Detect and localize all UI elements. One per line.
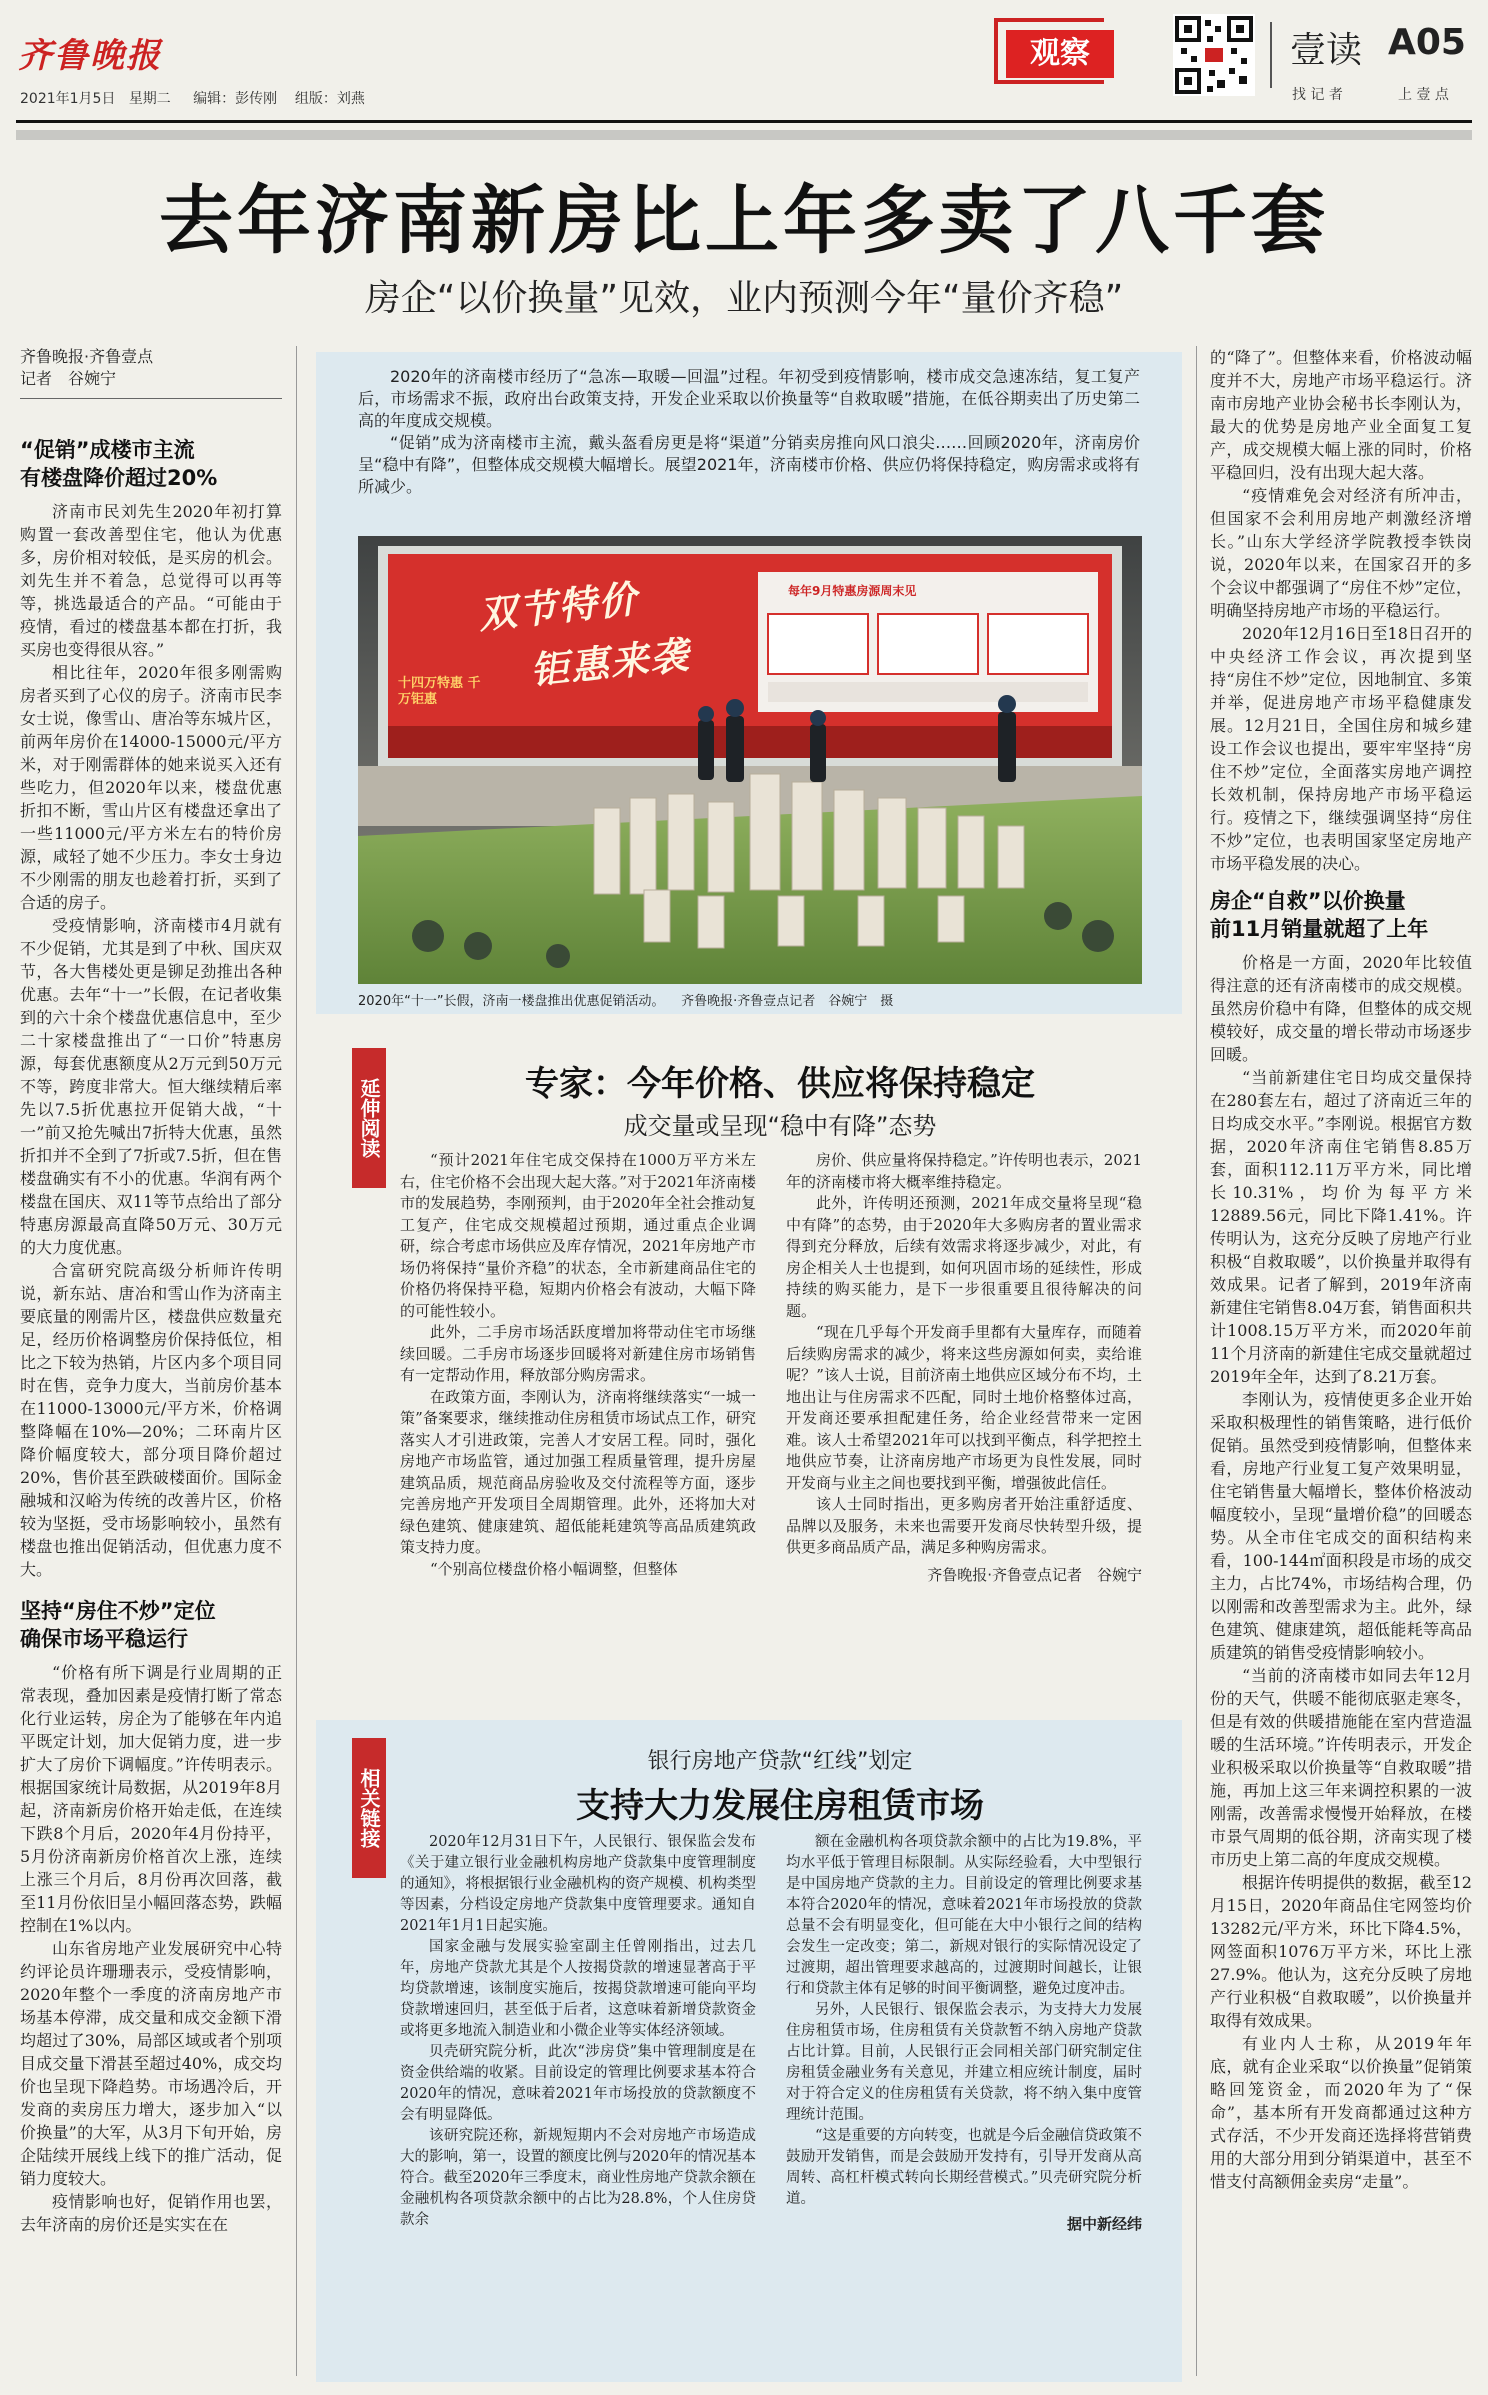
issue-designer: 组版：刘燕: [294, 91, 365, 107]
article-body: [1210, 346, 1472, 875]
section-heading-policy: [20, 1597, 282, 1653]
extended-column-a: [400, 1150, 756, 1580]
related-kicker: 银行房地产贷款“红线”划定: [647, 1749, 913, 1774]
related-column-a: [400, 1832, 756, 2231]
issue-weekday: 星期二: [128, 91, 171, 107]
paragraph: 额在金融机构各项贷款余额中的占比为19.8%，平均水平低于管理目标限制。从实际经验看，大中型银行是中国房地产贷款的主力。目前设定的管理比例要求基本符合2020年的情况，意味着2021年市场投放的贷款总量不会有明显变化，但可能在大中小银行之间的结构会发生一定改变；第二，新规对银行的实际情况设定了过渡期，超出管理要求越高的，过渡期时间越长，让银行和贷款主体有足够的时间平衡调整，避免过度冲击。: [786, 1834, 1142, 1997]
related-headline: 支持大力发展住房租赁市场: [576, 1786, 984, 1826]
billboard-title-2: 钜惠来袭: [528, 631, 693, 694]
masthead: [0, 0, 1488, 140]
related-column-b: [786, 1832, 1142, 2235]
paragraph: “现在几乎每个开发商手里都有大量库存，而随着后续购房需求的减少，将来这些房源如何卖，卖给谁呢？”该人士说，目前济南土地供应区域分布不均，土地出让与住房需求不匹配，同时土地价格整体过高，开发商还要承担配建任务，给企业经营带来一定困难。该人士希望2021年可以找到平衡点，科学把控土地供应节奏，让济南房地产市场更为良性发展，同时开发商与业主之间也要找到平衡，增强彼此信任。: [786, 1323, 1142, 1492]
paragraph: 此外，许传明还预测，2021年成交量将呈现“稳中有降”的态势，由于2020年大多购房者的置业需求得到充分释放，后续有效需求将逐步减少，对此，有房企相关人士也提到，如何巩固市场的延续性，形成持续的购买能力，是下一步很重要且很待解决的问题。: [786, 1194, 1142, 1320]
lead-paragraph: 2020年的济南楼市经历了“急冻—取暖—回温”过程。年初受到疫情影响，楼市成交急速冻结，复工复产后，市场需求不振，政府出台政策支持，开发企业采取以价换量等“自救取暖”措施，在低谷期卖出了历史第二高的年度成交规模。: [358, 367, 1140, 430]
masthead-rule: [16, 120, 1472, 123]
paragraph: 另外，人民银行、银保监会表示，为支持大力发展住房租赁市场，住房租赁有关贷款暂不纳入房地产贷款占比计算。目前，人民银行正会同相关部门研究制定住房租赁金融业务有关意见，并建立相应统计制度，届时对于符合定义的住房租赁有关贷款，将不纳入集中度管理统计范围。: [786, 2002, 1142, 2123]
paragraph: 有业内人士称，从2019年年底，就有企业采取“以价换量”促销策略回笼资金，而2020年为了“保命”，基本所有开发商都通过这种方式存活，不少开发商还选择将营销费用的大部分用到分销渠道中，甚至不惜支付高额佣金卖房“走量”。: [1210, 2034, 1472, 2191]
billboard-banner: 十四万特惠 千万钜惠: [398, 676, 481, 707]
extended-subheadline: 成交量或呈现“稳中有降”态势: [623, 1112, 937, 1140]
article-body: [20, 1661, 282, 2236]
article-body: [20, 500, 282, 1581]
billboard-top-text: 每年9月特惠房源周末见: [788, 584, 917, 598]
paragraph: 受疫情影响，济南楼市4月就有不少促销，尤其是到了中秋、国庆双节，各大售楼处更是铆足劲推出各种优惠。去年“十一”长假，在记者收集到的六十余个楼盘优惠信息中，至少二十家楼盘推出了“一口价”特惠房源，每套优惠额度从2万元到50万元不等，跨度非常大。恒大继续精后率先以7.5折优惠拉开促销大战，“十一”前又抢先喊出7折特大优惠，虽然折扣并不全到了7折或7.5折，但在售楼盘确实有不小的优惠。华润有两个楼盘在国庆、双11等节点给出了部分特惠房源最高直降50万元、30万元的大力度优惠。: [20, 916, 282, 1257]
paragraph: 该人士同时指出，更多购房者开始注重舒适度、品牌以及服务，未来也需要开发商尽快转型升级，提供更多商品质产品，满足多种购房需求。: [786, 1495, 1142, 1556]
masthead-rule-gray: [16, 130, 1472, 140]
brand-slogan-left: 找 记 者: [1292, 87, 1343, 103]
byline-reporter: 记者 谷婉宁: [20, 369, 117, 388]
heading-line: “促销”成楼市主流: [20, 438, 195, 462]
column-divider: [1196, 346, 1197, 2376]
issue-date: 2021年1月5日: [20, 91, 116, 107]
issue-info: [20, 88, 365, 108]
paragraph: 疫情影响也好，促销作用也罢，去年济南的房价还是实实在在: [20, 2192, 282, 2234]
page-number: A05: [1388, 22, 1466, 63]
paragraph: 贝壳研究院分析，此次“涉房贷”集中管理制度是在资金供给端的收紧。目前设定的管理比例要求基本符合2020年的情况，意味着2021年市场投放的贷款额度不会有明显降低。: [400, 2044, 756, 2123]
brand-slogan-right: 上 壹 点: [1398, 87, 1449, 103]
left-column: [20, 436, 282, 2236]
main-headline: 去年济南新房比上年多卖了八千套: [159, 178, 1329, 264]
heading-line: 坚持“房住不炒”定位: [20, 1599, 216, 1623]
extended-credit: 齐鲁晚报·齐鲁壹点记者 谷婉宁: [927, 1565, 1142, 1584]
brand-name: 壹读: [1290, 30, 1363, 71]
byline-source: 齐鲁晚报·齐鲁壹点: [20, 347, 154, 366]
photo-caption: [358, 990, 1142, 1009]
paragraph: 房价、供应量将保持稳定。”许传明也表示，2021年的济南楼市将大概率维持稳定。: [786, 1151, 1142, 1191]
billboard-title-1: 双节特价: [476, 575, 641, 638]
paragraph: 价格是一方面，2020年比较值得注意的还有济南楼市的成交规模。虽然房价稳中有降，但整体的成交规模较好，成交量的增长带动市场逐步回暖。: [1210, 953, 1472, 1064]
main-subheadline: 房企“以价换量”见效，业内预测今年“量价齐稳”: [364, 278, 1124, 319]
paragraph: 在政策方面，李刚认为，济南将继续落实“一城一策”备案要求，继续推动住房租赁市场试点工作，研究落实人才引进政策，完善人才安居工程。同时，强化房地产市场监管，通过加强工程质量管理，提升房屋建筑品质，规范商品房验收及交付流程等方面，逐步完善房地产开发项目全周期管理。此外，还将加大对绿色建筑、健康建筑、超低能耗建筑等高品质建筑政策支持力度。: [400, 1387, 756, 1556]
caption-text: 2020年“十一”长假，济南一楼盘推出优惠促销活动。: [358, 994, 665, 1009]
photo-illustration: [358, 536, 1142, 984]
extended-headline: 专家：今年价格、供应将保持稳定: [525, 1064, 1035, 1104]
lead-text: [358, 366, 1140, 498]
paragraph: 国家金融与发展实验室副主任曾刚指出，过去几年，房地产贷款尤其是个人按揭贷款的增速显著高于平均贷款增速，该制度实施后，按揭贷款增速可能向平均贷款增速回归，甚至低于后者，这意味着新增贷款资金或将更多地流入制造业和小微企业等实体经济领域。: [400, 1939, 756, 2039]
related-credit: 据中新经纬: [1066, 2215, 1142, 2233]
paragraph: “预计2021年住宅成交保持在1000万平方米左右，住宅价格不会出现大起大落。”对于2021年济南楼市的发展趋势，李刚预判，由于2020年全社会推动复工复产，住宅成交规模超过预期，通过重点企业调研，综合考虑市场供应及库存情况，2021年房地产市场仍将保持“量价齐稳”的状态，全市新建商品住宅的价格仍将保持平稳，短期内价格会有波动，大幅下降的可能性较小。: [400, 1151, 756, 1320]
news-photo: [358, 536, 1142, 984]
heading-line: 有楼盘降价超过20%: [20, 466, 218, 490]
section-heading-promotion: [20, 436, 282, 492]
section-label: 观察: [1006, 30, 1114, 78]
heading-line: 房企“自救”以价换量: [1210, 889, 1406, 913]
paragraph: “疫情难免会对经济有所冲击，但国家不会利用房地产刺激经济增长。”山东大学经济学院教授李铁岗说，2020年以来，在国家召开的多个会议中都强调了“房住不炒”定位，明确坚持房地产市场的平稳运行。: [1210, 486, 1472, 620]
paragraph: 根据许传明提供的数据，截至12月15日，2020年商品住宅网签均价13282元/平方米，环比下降4.5%，网签面积1076万平方米，环比上涨27.9%。他认为，这充分反映了房地产行业积极“自救取暖”，以价换量并取得有效成果。: [1210, 1873, 1472, 2030]
article-body: [1210, 951, 1472, 2193]
issue-editor: 编辑：彭传刚: [193, 91, 278, 107]
right-column: [1210, 346, 1472, 2193]
paragraph: 的“降了”。但整体来看，价格波动幅度并不大，房地产市场平稳运行。济南市房地产业协会秘书长李刚认为，最大的优势是房地产业全面复工复产，成交规模大幅上涨的同时，价格平稳回归，没有出现大起大落。: [1210, 348, 1472, 482]
extended-reading-tag: 延伸阅读: [352, 1048, 386, 1188]
paragraph: “价格有所下调是行业周期的正常表现，叠加因素是疫情打断了常态化行业运转，房企为了能够在年内追平既定计划，加大促销力度，进一步扩大了房价下调幅度。”许传明表示。根据国家统计局数据，从2019年8月起，济南新房价格开始走低，在连续下跌8个月后，2020年4月份持平，5月份济南新房价格首次上涨，连续上涨三个月后，8月份再次回落，截至11月份依旧呈小幅回落态势，跌幅控制在1%以内。: [20, 1663, 282, 1935]
masthead-divider: [1270, 22, 1272, 88]
extended-column-b: [786, 1150, 1142, 1586]
heading-line: 确保市场平稳运行: [20, 1627, 188, 1651]
section-heading-self-rescue: [1210, 887, 1472, 943]
byline: [20, 346, 280, 390]
paragraph: 相比往年，2020年很多刚需购房者买到了心仪的房子。济南市民李女士说，像雪山、唐冶等东城片区，前两年房价在14000-15000元/平方米，对于刚需群体的她来说买入还有些吃力，但2020年以来，楼盘优惠折扣不断，雪山片区有楼盘还拿出了一些11000元/平方米左右的特价房源，咸轻了她不少压力。李女士身边不少刚需的朋友也趁着打折，买到了合适的房子。: [20, 663, 282, 912]
caption-credit: 齐鲁晚报·齐鲁壹点记者 谷婉宁 摄: [681, 994, 894, 1009]
lead-box: [316, 352, 1182, 1014]
paragraph: 此外，二手房市场活跃度增加将带动住宅市场继续回暖。二手房市场逐步回暖将对新建住房市场销售有一定帮动作用，释放部分购房需求。: [400, 1323, 756, 1384]
paragraph: 济南市民刘先生2020年初打算购置一套改善型住宅，他认为优惠多，房价相对较低，是买房的机会。刘先生并不着急，总觉得可以再等等，挑选最适合的产品。“可能由于疫情，看过的楼盘基本都在打折，我买房也变得很从容。”: [20, 502, 282, 659]
paragraph: “当前新建住宅日均成交量保持在280套左右，超过了济南近三年的日均成交水平。”李刚说。根据官方数据，2020年济南住宅销售8.85万套，面积112.11万平方米，同比增长10.31%，均价为每平方米12889.56元，同比下降1.41%。许传明认为，这充分反映了房地产行业积极“自救取暖”，以价换量并取得有效成果。记者了解到，2019年济南新建住宅销售8.04万套，销售面积共计1008.15万平方米，而2020年前11个月济南的新建住宅成交量就超过2019年全年，达到了8.21万套。: [1210, 1068, 1472, 1386]
qr-code-icon: [1173, 14, 1255, 96]
paragraph: 李刚认为，疫情使更多企业开始采取积极理性的销售策略，进行低价促销。虽然受到疫情影响，但整体来看，房地产行业复工复产效果明显，住宅销售量大幅增长，整体价格波动幅度较小，呈现“量增价稳”的回暖态势。从全市住宅成交的面积结构来看，100-144㎡面积段是市场的成交主力，占比74%，市场结构合理，仍以刚需和改善型需求为主。此外，绿色建筑、健康建筑，超低能耗等高品质建筑的销售受疫情影响较小。: [1210, 1390, 1472, 1662]
related-link-tag: 相关链接: [352, 1738, 386, 1878]
paragraph: “当前的济南楼市如同去年12月份的天气，供暖不能彻底驱走寒冬，但是有效的供暖措施能在室内营造温暖的生活环境。”许传明表示，开发企业积极采取以价换量等“自救取暖”措施，再加上这三年来调控积累的一波刚需，改善需求慢慢开始释放，在楼市景气周期的低谷期，济南实现了楼市历史上第二高的年度成交规模。: [1210, 1666, 1472, 1869]
paragraph: 2020年12月31日下午，人民银行、银保监会发布《关于建立银行业金融机构房地产贷款集中度管理制度的通知》，将根据银行业金融机构的资产规模、机构类型等因素，分档设定房地产贷款集中度管理要求。通知自2021年1月1日起实施。: [400, 1834, 756, 1934]
paragraph: “个别高位楼盘价格小幅调整，但整体: [430, 1559, 678, 1578]
paragraph: 山东省房地产业发展研究中心特约评论员许珊珊表示，受疫情影响，2020年整个一季度的济南房地产市场基本停滞，成交量和成交金额下滑均超过了30%，局部区域或者个别项目成交量下滑甚至超过40%，成交均价也呈现下降趋势。市场遇冷后，开发商的卖房压力增大，逐步加入“以价换量”的大军，从3月下旬开始，房企陆续开展线上线下的推广活动，促销力度较大。: [20, 1939, 282, 2188]
heading-line: 前11月销量就超了上年: [1210, 917, 1429, 941]
paragraph: 合富研究院高级分析师许传明说，新东站、唐冶和雪山作为济南主要底量的刚需片区，楼盘供应数量充足，经历价格调整房价保持低位，相比之下较为热销，片区内多个项目同时在售，竞争力度大，当前房价基本在11000-13000元/平方米，价格调整降幅在10%—20%；二环南片区降价幅度较大，部分项目降价超过20%，售价甚至跌破楼面价。国际金融城和汉峪为传统的改善片区，价格较为坚挺，受市场影响较小，虽然有楼盘也推出促销活动，但优惠力度不大。: [20, 1261, 282, 1579]
paper-logo: 齐鲁晚报: [18, 36, 162, 76]
paragraph: 该研究院还称，新规短期内不会对房地产市场造成大的影响，第一，设置的额度比例与2020年的情况基本符合。截至2020年三季度末，商业性房地产贷款余额在金融机构各项贷款余额中的占比为28.8%，个人住房贷款余: [400, 2128, 756, 2228]
byline-rule: [20, 398, 282, 399]
paragraph: 2020年12月16日至18日召开的中央经济工作会议，再次提到坚持“房住不炒”定位，因地制宜、多策并举，促进房地产市场平稳健康发展。12月21日，全国住房和城乡建设工作会议也提出，要牢牢坚持“房住不炒”定位，全面落实房地产调控长效机制，保持房地产市场平稳运行。疫情之下，继续强调坚持“房住不炒”定位，也表明国家坚定房地产市场平稳发展的决心。: [1210, 624, 1472, 873]
column-divider: [296, 346, 297, 2376]
paragraph: “这是重要的方向转变，也就是今后金融信贷政策不鼓励开发销售，而是会鼓励开发持有，引导开发商从高周转、高杠杆模式转向长期经营模式。”贝壳研究院分析道。: [786, 2128, 1142, 2207]
lead-paragraph: “促销”成为济南楼市主流，戴头盔看房更是将“渠道”分销卖房推向风口浪尖……回顾2020年，济南房价呈“稳中有降”，但整体成交规模大幅增长。展望2021年，济南楼市价格、供应仍将保持稳定，购房需求或将有所减少。: [358, 433, 1140, 496]
